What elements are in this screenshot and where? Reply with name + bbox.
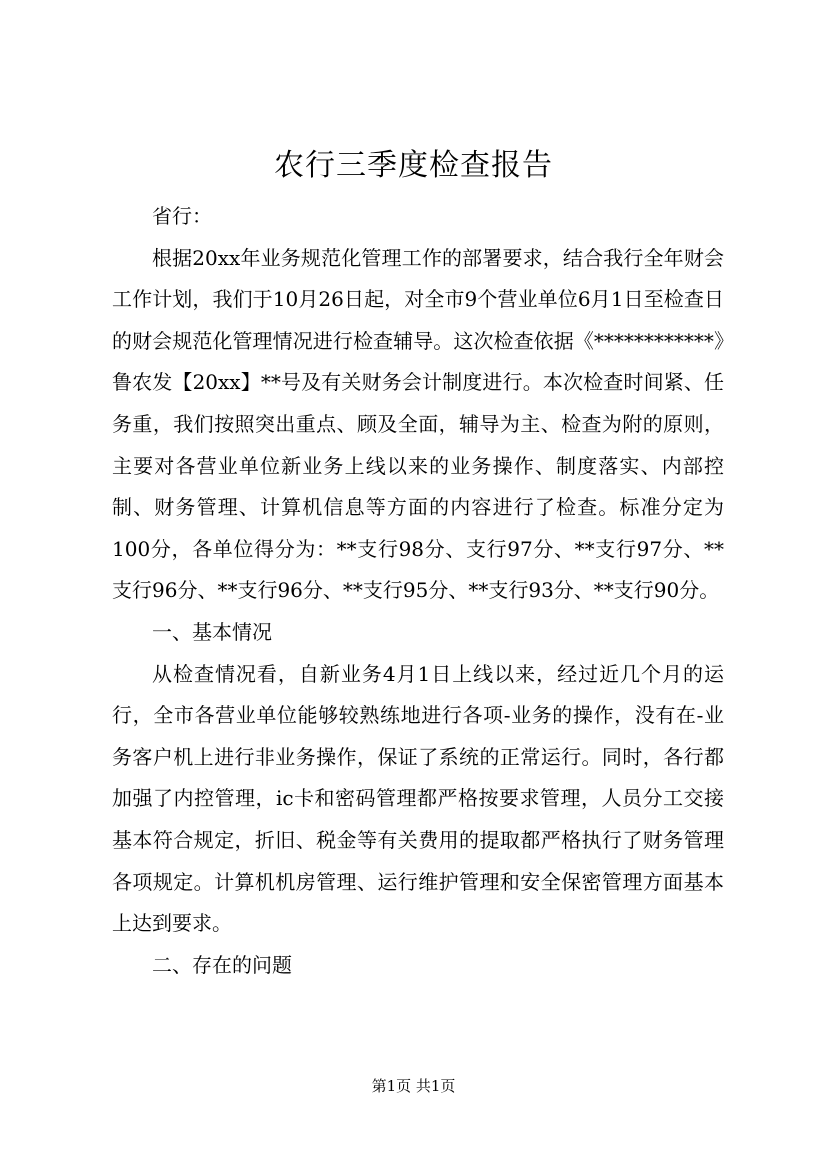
salutation: 省行： (152, 204, 212, 228)
document-title: 农行三季度检查报告 (274, 148, 553, 183)
document-body (112, 196, 724, 986)
basic-situation-paragraph: 从检查情况看，自新业务4月1日上线以来，经过近几个月的运行，全市各营业单位能够较熟练地进行各项-业务的操作，没有在-业务客户机上进行非业务操作，保证了系统的正常运行。同时，各行都加强了内控管理，ic卡和密码管理都严格按要求管理，人员分工交接基本符合规定，折旧、税金等有关费用的提取都严格执行了财务管理各项规定。计算机机房管理、运行维护管理和安全保密管理方面基本上达到要求。 (112, 661, 724, 936)
page-footer (0, 1075, 827, 1097)
intro-paragraph: 根据20xx年业务规范化管理工作的部署要求，结合我行全年财会工作计划，我们于10月26日起，对全市9个营业单位6月1日至检查日的财会规范化管理情况进行检查辅导。这次检查依据《************》鲁农发【20xx】**号及有关财务会计制度进行。本次检查时间紧、任务重，我们按照突出重点、顾及全面，辅导为主、检查为附的原则，主要对各营业单位新业务上线以来的业务操作、制度落实、内部控制、财务管理、计算机信息等方面的内容进行了检查。标准分定为100分，各单位得分为：**支行98分、支行97分、**支行97分、**支行96分、**支行96分、**支行95分、**支行93分、**支行90分。 (112, 245, 724, 603)
page-number-label: 第1页 共1页 (371, 1077, 456, 1095)
section-heading-problems: 二、存在的问题 (152, 952, 292, 977)
section-heading-basic-situation: 一、基本情况 (152, 619, 272, 644)
